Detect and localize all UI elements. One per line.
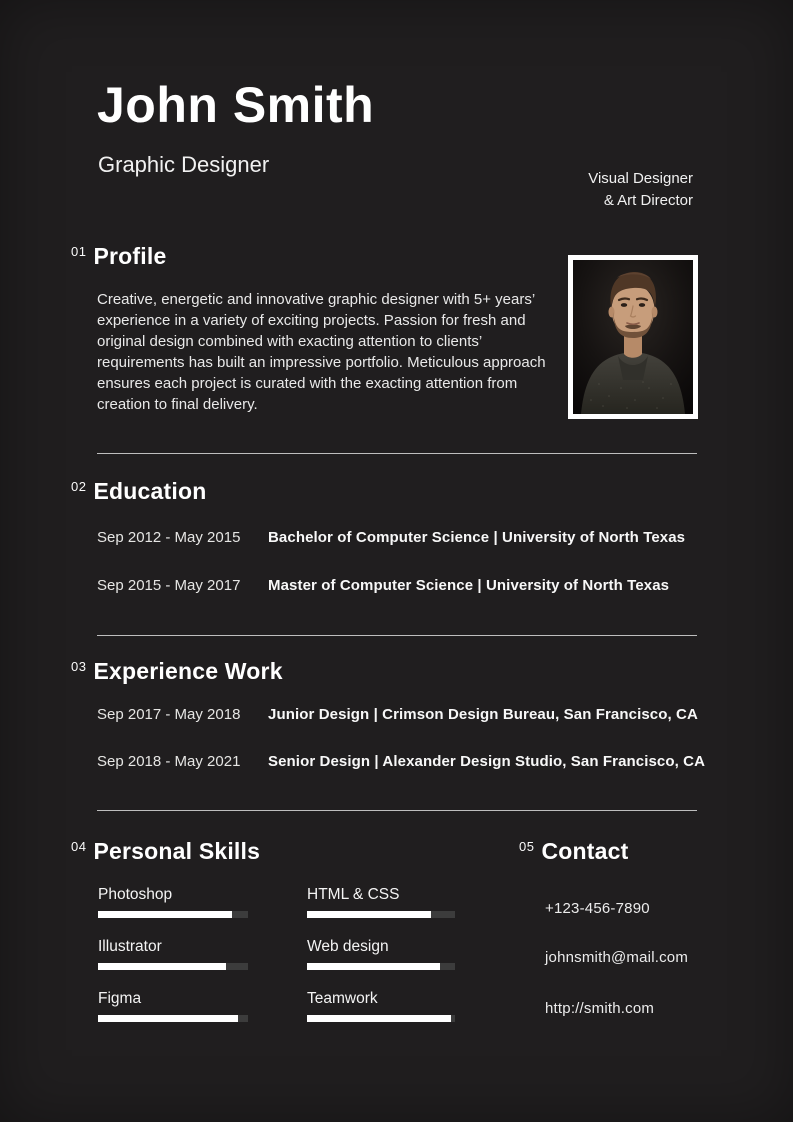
skill-label: Web design [307,938,389,955]
person-name: John Smith [97,77,375,133]
divider [97,635,697,636]
education-detail: Bachelor of Computer Science | University of North Texas [268,529,686,546]
person-role: Graphic Designer [98,152,270,177]
section-number: 03 [71,659,87,674]
education-detail: Master of Computer Science | University of North Texas [268,577,670,594]
skill-bar [307,1015,455,1022]
skill-bar [307,963,455,970]
education-entry [97,577,737,594]
education-entry [97,529,737,546]
section-title-education: Education [93,478,207,504]
section-head-contact [519,838,628,864]
section-title-profile: Profile [93,243,167,269]
profile-photo [568,255,698,419]
section-head-experience [71,658,283,684]
profile-summary: Creative, energetic and innovative graphic designer with 5+ years’ experience in a variety of exciting projects. Passion for fresh and original design combined with exacting attention to clients’ requirements has built an impressive portfolio. Meticulous approach ensures each project is curated with the exacting attention from creation to final delivery. [97,291,546,413]
skill-label: Illustrator [98,938,162,955]
contact-website: http://smith.com [545,1000,655,1017]
experience-dates: Sep 2017 - May 2018 [97,706,241,723]
skill-bar [98,1015,248,1022]
skill-item [307,938,455,970]
section-title-skills: Personal Skills [93,838,261,864]
skill-bar [307,911,455,918]
skill-bar-fill [307,963,440,970]
section-number: 01 [71,244,87,259]
portrait-illustration [573,260,693,414]
skill-bar-fill [307,1015,451,1022]
skill-bar-fill [98,963,226,970]
section-number: 05 [519,839,535,854]
tagline [588,168,693,211]
skill-label: Photoshop [98,886,173,903]
experience-entry [97,706,737,723]
skill-item [307,886,455,918]
skill-item [307,990,455,1022]
experience-dates: Sep 2018 - May 2021 [97,753,241,770]
contact-email: johnsmith@mail.com [545,949,689,966]
skill-bar [98,911,248,918]
skill-label: Figma [98,990,142,1007]
section-title-experience: Experience Work [93,658,283,684]
section-number: 04 [71,839,87,854]
tagline-line-2: & Art Director [603,191,693,209]
divider [97,453,697,454]
contact-phone: +123-456-7890 [545,900,650,917]
skill-item [98,886,248,918]
skills-grid [98,886,455,1022]
section-title-contact: Contact [541,838,629,864]
skill-label: Teamwork [307,990,378,1007]
experience-entry [97,753,737,770]
tagline-line-1: Visual Designer [588,170,693,187]
skill-item [98,938,248,970]
section-head-skills [71,838,260,864]
education-dates: Sep 2015 - May 2017 [97,577,241,594]
skill-bar [98,963,248,970]
skill-bar-fill [307,911,431,918]
education-dates: Sep 2012 - May 2015 [97,529,241,546]
section-head-profile [71,243,166,269]
skill-label: HTML & CSS [307,886,400,903]
section-head-education [71,478,206,504]
skill-item [98,990,248,1022]
experience-detail: Senior Design | Alexander Design Studio, San Francisco, CA [268,753,706,770]
experience-detail: Junior Design | Crimson Design Bureau, San Francisco, CA [268,706,698,723]
skill-bar-fill [98,1015,238,1022]
skill-bar-fill [98,911,232,918]
divider [97,810,697,811]
section-number: 02 [71,479,87,494]
